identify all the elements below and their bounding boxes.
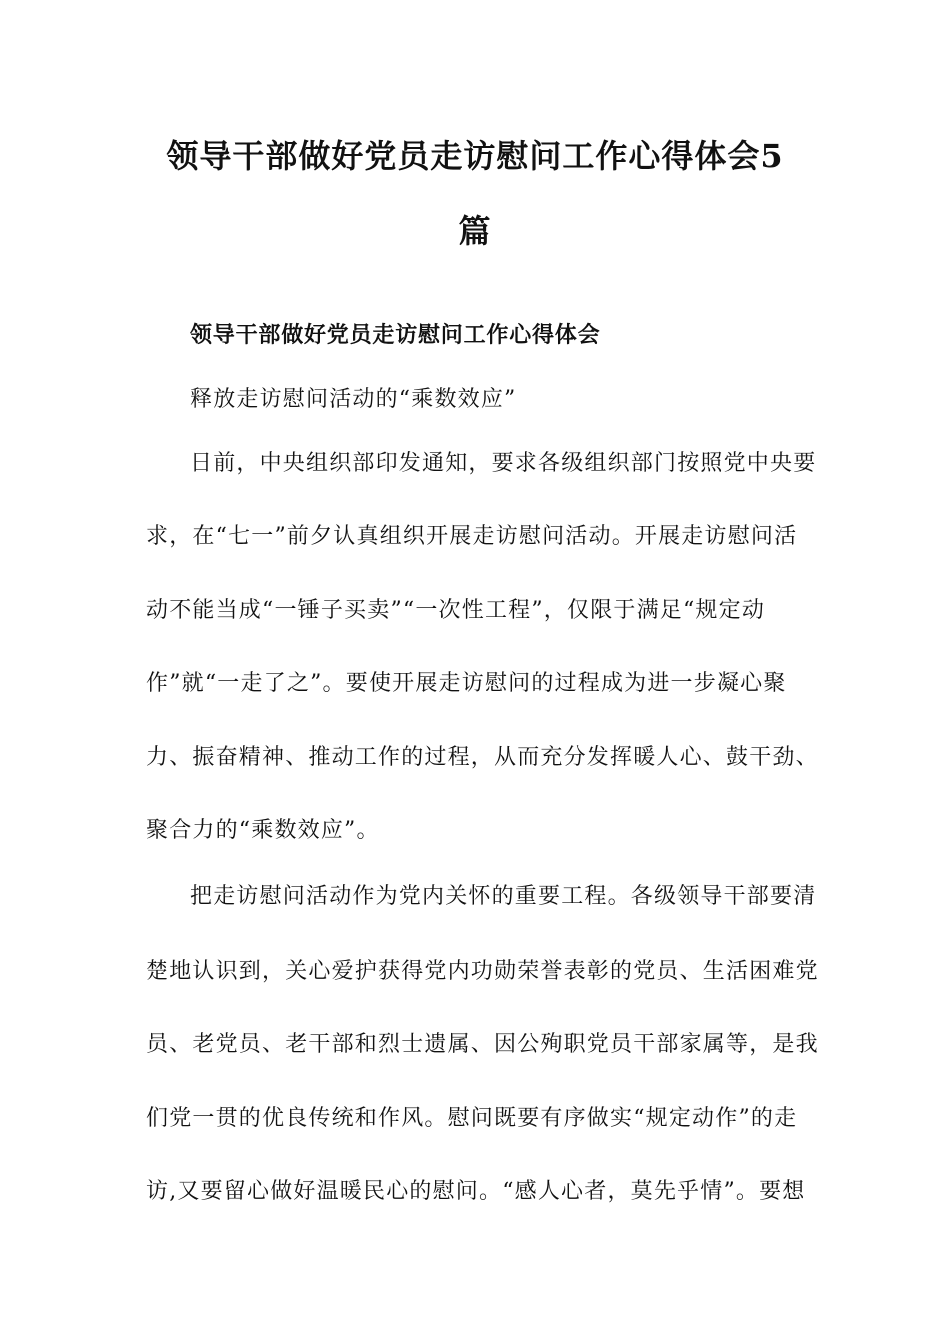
paragraph-1-line: 力、振奋精神、推动工作的过程，从而充分发挥暖人心、鼓干劲、 <box>146 745 819 770</box>
paragraph-2-line: 楚地认识到，关心爱护获得党内功勋荣誉表彰的党员、生活困难党 <box>146 959 819 984</box>
paragraph-2-line: 们党一贯的优良传统和作风。慰问既要有序做实“规定动作”的走 <box>146 1106 798 1131</box>
section-subtitle: 领导干部做好党员走访慰问工作心得体会 <box>190 322 601 348</box>
paragraph-2-line: 把走访慰问活动作为党内关怀的重要工程。各级领导干部要清 <box>190 884 817 909</box>
paragraph-2-line: 访,又要留心做好温暖民心的慰问。“感人心者，莫先乎情”。要想 <box>146 1179 806 1204</box>
paragraph-1-line: 作”就“一走了之”。要使开展走访慰问的过程成为进一步凝心聚 <box>146 671 787 696</box>
lead-line: 释放走访慰问活动的“乘数效应” <box>190 387 517 412</box>
paragraph-1-line: 日前，中央组织部印发通知，要求各级组织部门按照党中央要 <box>190 451 817 476</box>
paragraph-1-line: 求，在“七一”前夕认真组织开展走访慰问活动。开展走访慰问活 <box>146 524 798 549</box>
paragraph-1-line: 动不能当成“一锤子买卖”“一次性工程”，仅限于满足“规定动 <box>146 598 766 623</box>
document-title-line-2: 篇 <box>458 212 492 250</box>
paragraph-1-line: 聚合力的“乘数效应”。 <box>146 818 380 843</box>
document-title-line-1: 领导干部做好党员走访慰问工作心得体会5 <box>166 137 784 175</box>
paragraph-2-line: 员、老党员、老干部和烈士遗属、因公殉职党员干部家属等，是我 <box>146 1032 819 1057</box>
